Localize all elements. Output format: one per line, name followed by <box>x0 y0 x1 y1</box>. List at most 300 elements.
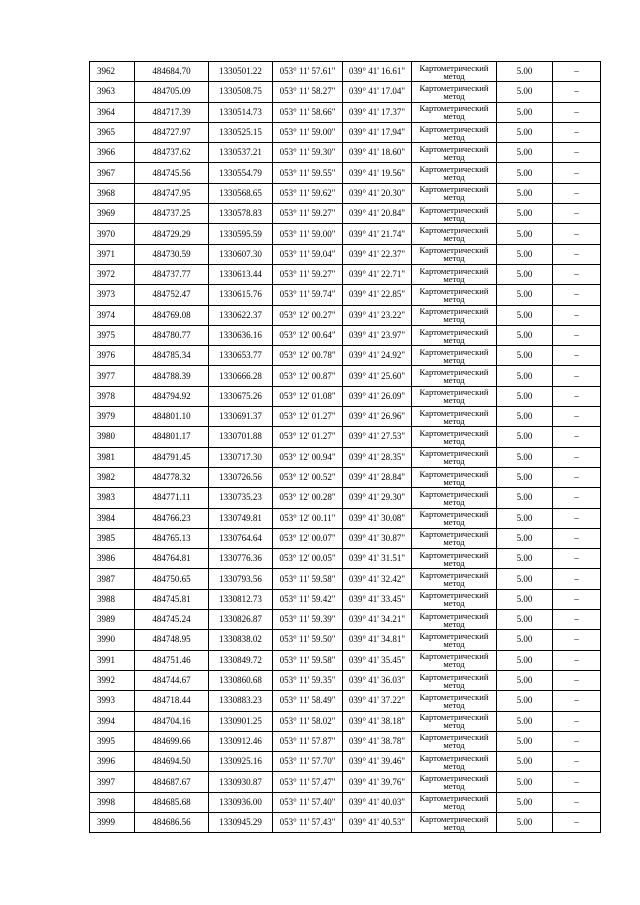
x-coordinate-cell: 484686.56 <box>135 812 209 832</box>
longitude-cell: 039° 41' 37.22" <box>343 691 412 711</box>
description-cell: – <box>553 244 601 264</box>
table-row <box>90 183 601 203</box>
latitude-cell: 053° 11' 59.04" <box>273 244 343 264</box>
description-cell: – <box>553 488 601 508</box>
x-coordinate-cell: 484685.68 <box>135 792 209 812</box>
latitude-cell: 053° 12' 01.08" <box>273 386 343 406</box>
table-row <box>90 670 601 690</box>
description-cell: – <box>553 549 601 569</box>
y-coordinate-cell: 1330735.23 <box>209 488 273 508</box>
point-number-cell: 3990 <box>90 630 135 650</box>
latitude-cell: 053° 11' 58.02" <box>273 711 343 731</box>
accuracy-cell: 5.00 <box>497 122 553 142</box>
point-number-cell: 3982 <box>90 467 135 487</box>
point-number-cell: 3987 <box>90 569 135 589</box>
method-cell: Картометрический метод <box>412 407 497 427</box>
latitude-cell: 053° 11' 57.61" <box>273 62 343 82</box>
method-cell: Картометрический метод <box>412 244 497 264</box>
x-coordinate-cell: 484744.67 <box>135 670 209 690</box>
accuracy-cell: 5.00 <box>497 224 553 244</box>
table-row <box>90 731 601 751</box>
x-coordinate-cell: 484747.95 <box>135 183 209 203</box>
latitude-cell: 053° 11' 58.49" <box>273 691 343 711</box>
point-number-cell: 3979 <box>90 407 135 427</box>
point-number-cell: 3997 <box>90 772 135 792</box>
method-cell: Картометрический метод <box>412 528 497 548</box>
longitude-cell: 039° 41' 30.08" <box>343 508 412 528</box>
method-cell: Картометрический метод <box>412 508 497 528</box>
table-row <box>90 630 601 650</box>
y-coordinate-cell: 1330826.87 <box>209 610 273 630</box>
method-cell: Картометрический метод <box>412 346 497 366</box>
table-row <box>90 143 601 163</box>
accuracy-cell: 5.00 <box>497 325 553 345</box>
longitude-cell: 039° 41' 29.30" <box>343 488 412 508</box>
longitude-cell: 039° 41' 40.53" <box>343 812 412 832</box>
accuracy-cell: 5.00 <box>497 752 553 772</box>
method-cell: Картометрический метод <box>412 224 497 244</box>
table-row <box>90 407 601 427</box>
description-cell: – <box>553 630 601 650</box>
accuracy-cell: 5.00 <box>497 792 553 812</box>
description-cell: – <box>553 366 601 386</box>
point-number-cell: 3966 <box>90 143 135 163</box>
description-cell: – <box>553 407 601 427</box>
y-coordinate-cell: 1330749.81 <box>209 508 273 528</box>
point-number-cell: 3991 <box>90 650 135 670</box>
accuracy-cell: 5.00 <box>497 366 553 386</box>
latitude-cell: 053° 11' 57.47" <box>273 772 343 792</box>
method-cell: Картометрический метод <box>412 183 497 203</box>
x-coordinate-cell: 484764.81 <box>135 549 209 569</box>
point-number-cell: 3968 <box>90 183 135 203</box>
description-cell: – <box>553 691 601 711</box>
latitude-cell: 053° 12' 00.94" <box>273 447 343 467</box>
latitude-cell: 053° 12' 00.28" <box>273 488 343 508</box>
longitude-cell: 039° 41' 22.85" <box>343 285 412 305</box>
method-cell: Картометрический метод <box>412 427 497 447</box>
longitude-cell: 039° 41' 38.78" <box>343 731 412 751</box>
point-number-cell: 3986 <box>90 549 135 569</box>
accuracy-cell: 5.00 <box>497 488 553 508</box>
accuracy-cell: 5.00 <box>497 346 553 366</box>
accuracy-cell: 5.00 <box>497 812 553 832</box>
latitude-cell: 053° 12' 00.78" <box>273 346 343 366</box>
method-cell: Картометрический метод <box>412 670 497 690</box>
table-row <box>90 508 601 528</box>
x-coordinate-cell: 484745.24 <box>135 610 209 630</box>
x-coordinate-cell: 484745.56 <box>135 163 209 183</box>
x-coordinate-cell: 484687.67 <box>135 772 209 792</box>
description-cell: – <box>553 731 601 751</box>
accuracy-cell: 5.00 <box>497 102 553 122</box>
accuracy-cell: 5.00 <box>497 772 553 792</box>
method-cell: Картометрический метод <box>412 62 497 82</box>
method-cell: Картометрический метод <box>412 630 497 650</box>
latitude-cell: 053° 11' 57.70" <box>273 752 343 772</box>
longitude-cell: 039° 41' 36.03" <box>343 670 412 690</box>
longitude-cell: 039° 41' 24.92" <box>343 346 412 366</box>
method-cell: Картометрический метод <box>412 772 497 792</box>
x-coordinate-cell: 484771.11 <box>135 488 209 508</box>
table-body <box>90 62 601 833</box>
y-coordinate-cell: 1330812.73 <box>209 589 273 609</box>
method-cell: Картометрический метод <box>412 366 497 386</box>
latitude-cell: 053° 11' 57.40" <box>273 792 343 812</box>
latitude-cell: 053° 12' 00.05" <box>273 549 343 569</box>
x-coordinate-cell: 484684.70 <box>135 62 209 82</box>
longitude-cell: 039° 41' 31.51" <box>343 549 412 569</box>
accuracy-cell: 5.00 <box>497 610 553 630</box>
description-cell: – <box>553 183 601 203</box>
longitude-cell: 039° 41' 38.18" <box>343 711 412 731</box>
longitude-cell: 039° 41' 17.37" <box>343 102 412 122</box>
accuracy-cell: 5.00 <box>497 427 553 447</box>
description-cell: – <box>553 589 601 609</box>
accuracy-cell: 5.00 <box>497 670 553 690</box>
y-coordinate-cell: 1330525.15 <box>209 122 273 142</box>
accuracy-cell: 5.00 <box>497 264 553 284</box>
method-cell: Картометрический метод <box>412 691 497 711</box>
longitude-cell: 039° 41' 28.84" <box>343 467 412 487</box>
point-number-cell: 3963 <box>90 82 135 102</box>
accuracy-cell: 5.00 <box>497 467 553 487</box>
point-number-cell: 3996 <box>90 752 135 772</box>
table-row <box>90 752 601 772</box>
x-coordinate-cell: 484729.29 <box>135 224 209 244</box>
longitude-cell: 039° 41' 27.53" <box>343 427 412 447</box>
description-cell: – <box>553 285 601 305</box>
description-cell: – <box>553 528 601 548</box>
latitude-cell: 053° 12' 01.27" <box>273 407 343 427</box>
y-coordinate-cell: 1330726.56 <box>209 467 273 487</box>
table-row <box>90 82 601 102</box>
x-coordinate-cell: 484699.66 <box>135 731 209 751</box>
longitude-cell: 039° 41' 35.45" <box>343 650 412 670</box>
y-coordinate-cell: 1330675.26 <box>209 386 273 406</box>
y-coordinate-cell: 1330568.65 <box>209 183 273 203</box>
method-cell: Картометрический метод <box>412 610 497 630</box>
accuracy-cell: 5.00 <box>497 528 553 548</box>
latitude-cell: 053° 11' 58.66" <box>273 102 343 122</box>
description-cell: – <box>553 508 601 528</box>
latitude-cell: 053° 11' 59.50" <box>273 630 343 650</box>
table-row <box>90 163 601 183</box>
table-row <box>90 62 601 82</box>
description-cell: – <box>553 102 601 122</box>
x-coordinate-cell: 484788.39 <box>135 366 209 386</box>
x-coordinate-cell: 484750.65 <box>135 569 209 589</box>
table-row <box>90 528 601 548</box>
method-cell: Картометрический метод <box>412 325 497 345</box>
accuracy-cell: 5.00 <box>497 163 553 183</box>
y-coordinate-cell: 1330838.02 <box>209 630 273 650</box>
point-number-cell: 3985 <box>90 528 135 548</box>
accuracy-cell: 5.00 <box>497 82 553 102</box>
longitude-cell: 039° 41' 22.71" <box>343 264 412 284</box>
latitude-cell: 053° 11' 58.27" <box>273 82 343 102</box>
table-row <box>90 711 601 731</box>
y-coordinate-cell: 1330930.87 <box>209 772 273 792</box>
description-cell: – <box>553 204 601 224</box>
accuracy-cell: 5.00 <box>497 650 553 670</box>
method-cell: Картометрический метод <box>412 447 497 467</box>
accuracy-cell: 5.00 <box>497 447 553 467</box>
x-coordinate-cell: 484766.23 <box>135 508 209 528</box>
description-cell: – <box>553 122 601 142</box>
accuracy-cell: 5.00 <box>497 204 553 224</box>
x-coordinate-cell: 484717.39 <box>135 102 209 122</box>
table-row <box>90 589 601 609</box>
latitude-cell: 053° 11' 59.00" <box>273 224 343 244</box>
y-coordinate-cell: 1330595.59 <box>209 224 273 244</box>
table-row <box>90 772 601 792</box>
x-coordinate-cell: 484737.77 <box>135 264 209 284</box>
x-coordinate-cell: 484751.46 <box>135 650 209 670</box>
point-number-cell: 3978 <box>90 386 135 406</box>
method-cell: Картометрический метод <box>412 731 497 751</box>
x-coordinate-cell: 484748.95 <box>135 630 209 650</box>
y-coordinate-cell: 1330701.88 <box>209 427 273 447</box>
longitude-cell: 039° 41' 20.84" <box>343 204 412 224</box>
table-row <box>90 305 601 325</box>
table-row <box>90 285 601 305</box>
x-coordinate-cell: 484794.92 <box>135 386 209 406</box>
accuracy-cell: 5.00 <box>497 407 553 427</box>
latitude-cell: 053° 12' 00.52" <box>273 467 343 487</box>
y-coordinate-cell: 1330613.44 <box>209 264 273 284</box>
latitude-cell: 053° 11' 59.74" <box>273 285 343 305</box>
table-row <box>90 610 601 630</box>
method-cell: Картометрический метод <box>412 589 497 609</box>
x-coordinate-cell: 484704.16 <box>135 711 209 731</box>
longitude-cell: 039° 41' 40.03" <box>343 792 412 812</box>
x-coordinate-cell: 484737.62 <box>135 143 209 163</box>
description-cell: – <box>553 346 601 366</box>
table-row <box>90 386 601 406</box>
x-coordinate-cell: 484791.45 <box>135 447 209 467</box>
y-coordinate-cell: 1330615.76 <box>209 285 273 305</box>
method-cell: Картометрический метод <box>412 305 497 325</box>
description-cell: – <box>553 670 601 690</box>
y-coordinate-cell: 1330666.28 <box>209 366 273 386</box>
x-coordinate-cell: 484752.47 <box>135 285 209 305</box>
y-coordinate-cell: 1330514.73 <box>209 102 273 122</box>
latitude-cell: 053° 11' 57.43" <box>273 812 343 832</box>
method-cell: Картометрический метод <box>412 143 497 163</box>
table-row <box>90 691 601 711</box>
accuracy-cell: 5.00 <box>497 386 553 406</box>
coordinates-table <box>89 61 601 833</box>
description-cell: – <box>553 305 601 325</box>
y-coordinate-cell: 1330860.68 <box>209 670 273 690</box>
description-cell: – <box>553 224 601 244</box>
point-number-cell: 3981 <box>90 447 135 467</box>
point-number-cell: 3989 <box>90 610 135 630</box>
point-number-cell: 3977 <box>90 366 135 386</box>
point-number-cell: 3992 <box>90 670 135 690</box>
y-coordinate-cell: 1330636.16 <box>209 325 273 345</box>
table-row <box>90 224 601 244</box>
x-coordinate-cell: 484694.50 <box>135 752 209 772</box>
accuracy-cell: 5.00 <box>497 731 553 751</box>
latitude-cell: 053° 11' 59.58" <box>273 569 343 589</box>
method-cell: Картометрический метод <box>412 264 497 284</box>
longitude-cell: 039° 41' 23.97" <box>343 325 412 345</box>
y-coordinate-cell: 1330578.83 <box>209 204 273 224</box>
longitude-cell: 039° 41' 22.37" <box>343 244 412 264</box>
y-coordinate-cell: 1330537.21 <box>209 143 273 163</box>
description-cell: – <box>553 163 601 183</box>
description-cell: – <box>553 62 601 82</box>
table-row <box>90 122 601 142</box>
table-row <box>90 467 601 487</box>
method-cell: Картометрический метод <box>412 122 497 142</box>
y-coordinate-cell: 1330793.56 <box>209 569 273 589</box>
accuracy-cell: 5.00 <box>497 508 553 528</box>
x-coordinate-cell: 484765.13 <box>135 528 209 548</box>
y-coordinate-cell: 1330883.23 <box>209 691 273 711</box>
method-cell: Картометрический метод <box>412 204 497 224</box>
table-row <box>90 102 601 122</box>
y-coordinate-cell: 1330936.00 <box>209 792 273 812</box>
y-coordinate-cell: 1330622.37 <box>209 305 273 325</box>
description-cell: – <box>553 325 601 345</box>
table-row <box>90 549 601 569</box>
longitude-cell: 039° 41' 18.60" <box>343 143 412 163</box>
point-number-cell: 3974 <box>90 305 135 325</box>
table-row <box>90 204 601 224</box>
point-number-cell: 3973 <box>90 285 135 305</box>
longitude-cell: 039° 41' 20.30" <box>343 183 412 203</box>
description-cell: – <box>553 427 601 447</box>
point-number-cell: 3983 <box>90 488 135 508</box>
y-coordinate-cell: 1330653.77 <box>209 346 273 366</box>
latitude-cell: 053° 11' 59.27" <box>273 264 343 284</box>
description-cell: – <box>553 772 601 792</box>
latitude-cell: 053° 12' 00.27" <box>273 305 343 325</box>
description-cell: – <box>553 264 601 284</box>
longitude-cell: 039° 41' 23.22" <box>343 305 412 325</box>
longitude-cell: 039° 41' 19.56" <box>343 163 412 183</box>
y-coordinate-cell: 1330945.29 <box>209 812 273 832</box>
accuracy-cell: 5.00 <box>497 143 553 163</box>
longitude-cell: 039° 41' 26.09" <box>343 386 412 406</box>
x-coordinate-cell: 484785.34 <box>135 346 209 366</box>
x-coordinate-cell: 484780.77 <box>135 325 209 345</box>
latitude-cell: 053° 11' 59.55" <box>273 163 343 183</box>
latitude-cell: 053° 12' 00.64" <box>273 325 343 345</box>
method-cell: Картометрический метод <box>412 650 497 670</box>
latitude-cell: 053° 11' 59.30" <box>273 143 343 163</box>
y-coordinate-cell: 1330607.30 <box>209 244 273 264</box>
table-row <box>90 650 601 670</box>
latitude-cell: 053° 12' 01.27" <box>273 427 343 447</box>
method-cell: Картометрический метод <box>412 711 497 731</box>
point-number-cell: 3995 <box>90 731 135 751</box>
point-number-cell: 3976 <box>90 346 135 366</box>
description-cell: – <box>553 610 601 630</box>
point-number-cell: 3975 <box>90 325 135 345</box>
description-cell: – <box>553 143 601 163</box>
description-cell: – <box>553 711 601 731</box>
x-coordinate-cell: 484769.08 <box>135 305 209 325</box>
accuracy-cell: 5.00 <box>497 62 553 82</box>
longitude-cell: 039° 41' 21.74" <box>343 224 412 244</box>
description-cell: – <box>553 447 601 467</box>
table-row <box>90 792 601 812</box>
point-number-cell: 3970 <box>90 224 135 244</box>
method-cell: Картометрический метод <box>412 285 497 305</box>
point-number-cell: 3964 <box>90 102 135 122</box>
method-cell: Картометрический метод <box>412 82 497 102</box>
method-cell: Картометрический метод <box>412 467 497 487</box>
accuracy-cell: 5.00 <box>497 691 553 711</box>
accuracy-cell: 5.00 <box>497 549 553 569</box>
table-row <box>90 812 601 832</box>
description-cell: – <box>553 467 601 487</box>
description-cell: – <box>553 569 601 589</box>
table-row <box>90 264 601 284</box>
table-row <box>90 569 601 589</box>
x-coordinate-cell: 484718.44 <box>135 691 209 711</box>
longitude-cell: 039° 41' 33.45" <box>343 589 412 609</box>
method-cell: Картометрический метод <box>412 792 497 812</box>
x-coordinate-cell: 484705.09 <box>135 82 209 102</box>
point-number-cell: 3965 <box>90 122 135 142</box>
point-number-cell: 3971 <box>90 244 135 264</box>
accuracy-cell: 5.00 <box>497 244 553 264</box>
method-cell: Картометрический метод <box>412 549 497 569</box>
longitude-cell: 039° 41' 25.60" <box>343 366 412 386</box>
method-cell: Картометрический метод <box>412 386 497 406</box>
point-number-cell: 3998 <box>90 792 135 812</box>
method-cell: Картометрический метод <box>412 488 497 508</box>
latitude-cell: 053° 12' 00.87" <box>273 366 343 386</box>
point-number-cell: 3993 <box>90 691 135 711</box>
method-cell: Картометрический метод <box>412 812 497 832</box>
accuracy-cell: 5.00 <box>497 305 553 325</box>
accuracy-cell: 5.00 <box>497 589 553 609</box>
table-row <box>90 488 601 508</box>
point-number-cell: 3984 <box>90 508 135 528</box>
method-cell: Картометрический метод <box>412 102 497 122</box>
point-number-cell: 3980 <box>90 427 135 447</box>
description-cell: – <box>553 792 601 812</box>
accuracy-cell: 5.00 <box>497 630 553 650</box>
longitude-cell: 039° 41' 26.96" <box>343 407 412 427</box>
longitude-cell: 039° 41' 16.61" <box>343 62 412 82</box>
point-number-cell: 3967 <box>90 163 135 183</box>
y-coordinate-cell: 1330691.37 <box>209 407 273 427</box>
description-cell: – <box>553 386 601 406</box>
table-row <box>90 447 601 467</box>
y-coordinate-cell: 1330912.46 <box>209 731 273 751</box>
table-row <box>90 325 601 345</box>
method-cell: Картометрический метод <box>412 752 497 772</box>
point-number-cell: 3962 <box>90 62 135 82</box>
point-number-cell: 3994 <box>90 711 135 731</box>
x-coordinate-cell: 484801.17 <box>135 427 209 447</box>
latitude-cell: 053° 11' 59.00" <box>273 122 343 142</box>
table-row <box>90 244 601 264</box>
y-coordinate-cell: 1330764.64 <box>209 528 273 548</box>
x-coordinate-cell: 484801.10 <box>135 407 209 427</box>
y-coordinate-cell: 1330776.36 <box>209 549 273 569</box>
point-number-cell: 3972 <box>90 264 135 284</box>
description-cell: – <box>553 650 601 670</box>
x-coordinate-cell: 484727.97 <box>135 122 209 142</box>
